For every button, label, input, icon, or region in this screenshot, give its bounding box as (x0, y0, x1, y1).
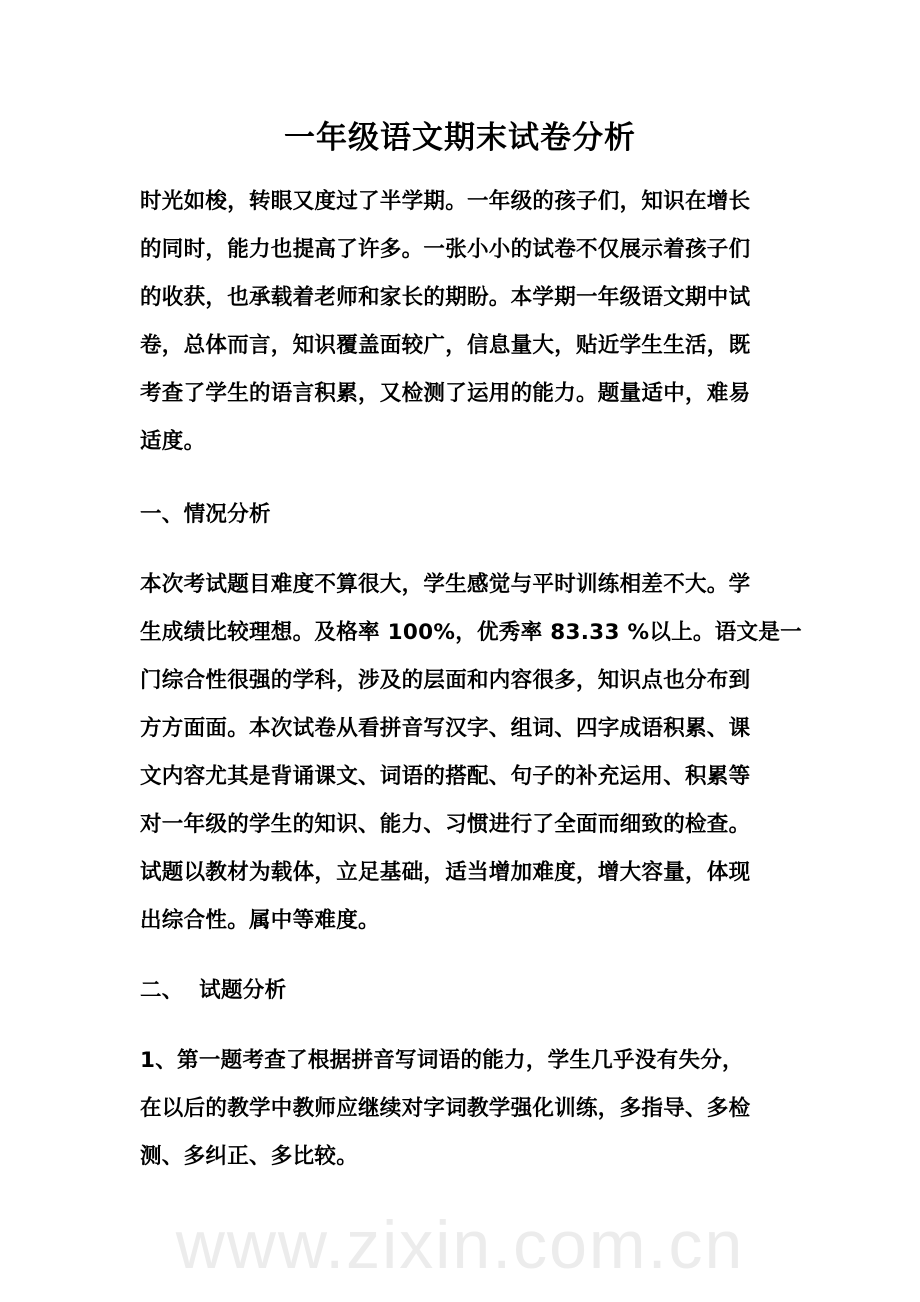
text-line: 本次考试题目难度不算很大，学生感觉与平时训练相差不大。学 (140, 572, 751, 597)
intro-paragraph (140, 178, 800, 466)
document-title: 一年级语文期末试卷分析 (284, 120, 636, 156)
text-line: 方方面面。本次试卷从看拼音写汉字、组词、四字成语积累、课 (140, 716, 751, 741)
text-line: 门综合性很强的学科，涉及的层面和内容很多，知识点也分布到 (140, 668, 751, 693)
watermark: www.zixin.com.cn (175, 1207, 745, 1283)
text-line: 时光如梭，转眼又度过了半学期。一年级的孩子们，知识在增长 (140, 189, 751, 214)
section-heading: 二、 试题分析 (140, 978, 287, 1003)
text-line: 文内容尤其是背诵课文、词语的搭配、句子的补充运用、积累等 (140, 764, 751, 789)
text-line: 测、多纠正、多比较。 (140, 1144, 359, 1169)
text-line: 在以后的教学中教师应继续对字词教学强化训练，多指导、多检 (140, 1096, 751, 1121)
text-line: 的收获，也承载着老师和家长的期盼。本学期一年级语文期中试 (140, 285, 751, 310)
text-line: 出综合性。属中等难度。 (140, 908, 380, 933)
section1-paragraph (140, 561, 800, 945)
section1-heading-block (140, 491, 800, 539)
section2-heading-block (140, 967, 800, 1015)
text-line: 考查了学生的语言积累，又检测了运用的能力。题量适中，难易 (140, 381, 751, 406)
text-line: 对一年级的学生的知识、能力、习惯进行了全面而细致的检查。 (140, 812, 751, 837)
text-line: 适度。 (140, 429, 206, 454)
text-line: 1、第一题考查了根据拼音写词语的能力，学生几乎没有失分， (140, 1048, 744, 1073)
section-heading: 一、情况分析 (140, 502, 271, 527)
text-line: 卷，总体而言，知识覆盖面较广，信息量大，贴近学生生活，既 (140, 333, 751, 358)
text-line: 试题以教材为载体，立足基础，适当增加难度，增大容量，体现 (140, 860, 751, 885)
text-line: 的同时，能力也提高了许多。一张小小的试卷不仅展示着孩子们 (140, 237, 751, 262)
text-line: 生成绩比较理想。及格率 100%，优秀率 83.33 %以上。语文是一 (140, 620, 802, 645)
section2-paragraph (140, 1037, 800, 1181)
